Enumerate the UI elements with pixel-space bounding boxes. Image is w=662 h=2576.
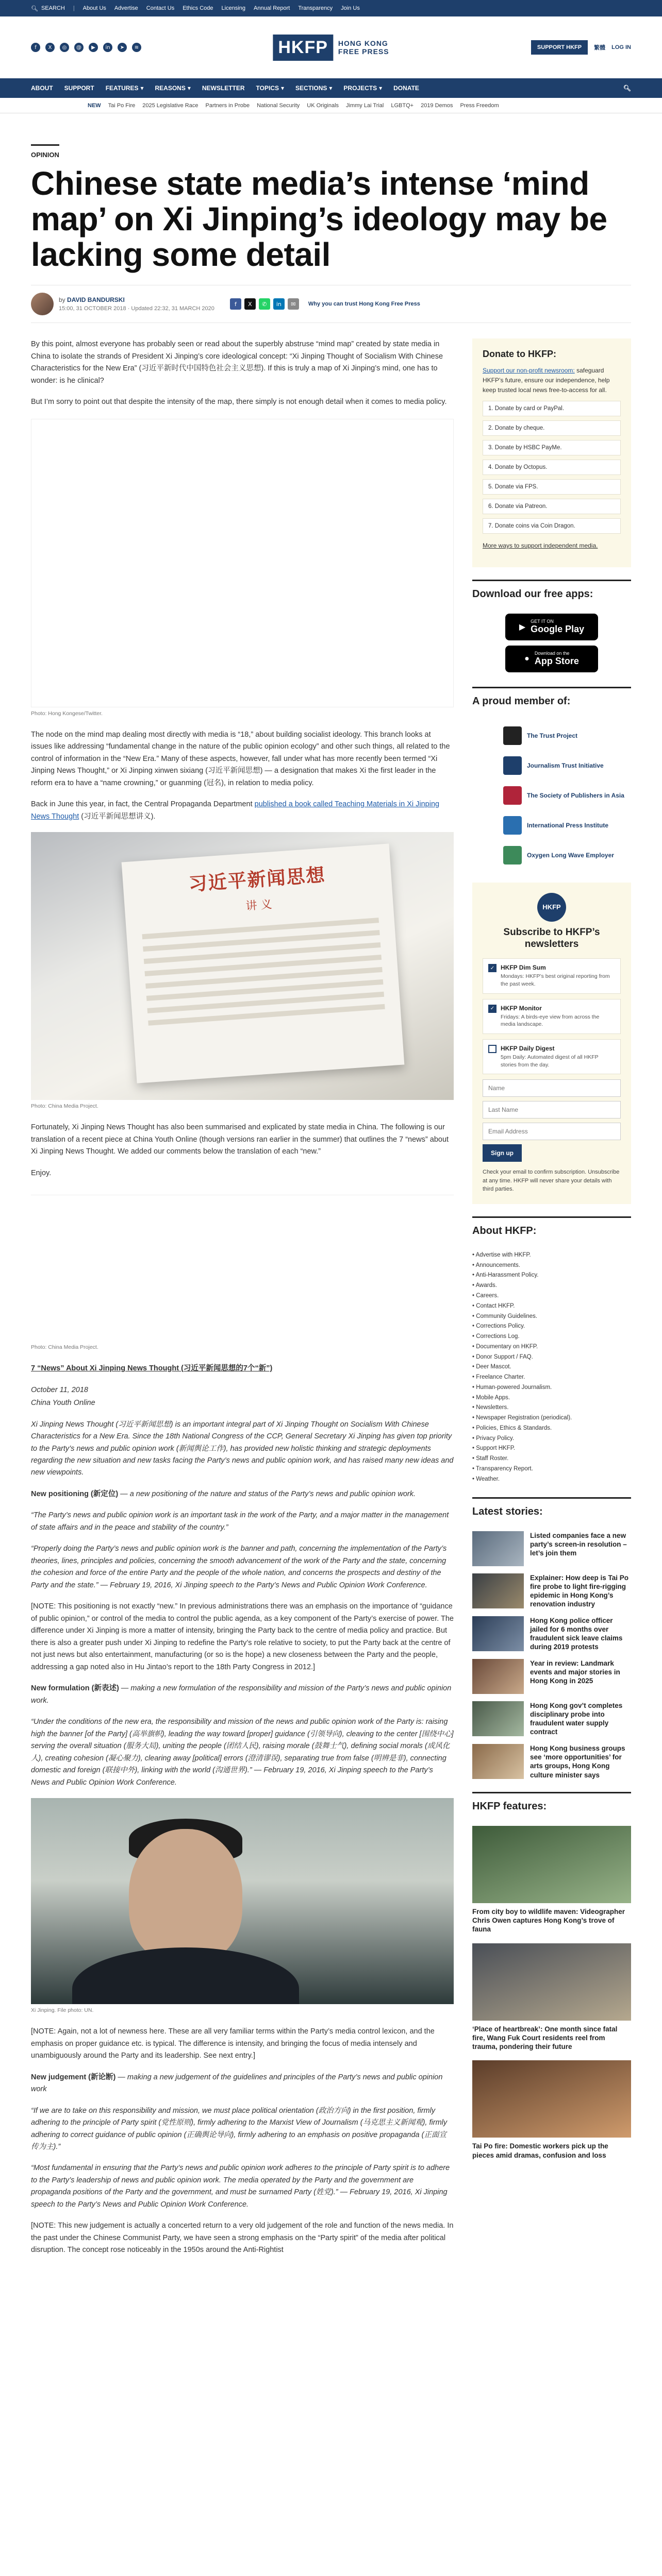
newsletter-title: Subscribe to HKFP’s newsletters bbox=[503, 926, 600, 950]
nav-projects[interactable]: PROJECTS ▾ bbox=[343, 84, 383, 92]
linkedin-icon[interactable]: in bbox=[103, 43, 112, 52]
sopa-icon bbox=[503, 786, 522, 805]
book-lines bbox=[142, 918, 385, 1026]
app-store-button[interactable]: ● Download on the App Store bbox=[505, 646, 598, 672]
xi-photo bbox=[31, 1798, 454, 2004]
linkedin-share-icon[interactable]: in bbox=[273, 298, 285, 310]
donate-option[interactable]: 5. Donate via FPS. bbox=[483, 479, 621, 495]
checkbox-unchecked-icon[interactable] bbox=[488, 1045, 496, 1053]
paragraph: Enjoy. bbox=[31, 1168, 52, 1177]
story-thumbnail bbox=[472, 1744, 524, 1779]
article-title: Chinese state media’s intense ‘mind map’ on Xi Jinping’s ideology may be lacking some detail bbox=[31, 165, 607, 274]
paragraph: But I’m sorry to point out that despite the intensity of the map, there simply is not enough detail when it comes to media policy. bbox=[31, 398, 447, 406]
quote: “If we are to take on this responsibility and mission, we must place political orientation (政治方向) in the first position, firmly adhering to the principle of Party spirit (党性原则), firmly adhering to the Marxist View of Journalism (马克思主义新闻观), firmly adhering to correct guidance of public opinion (正确舆论导向), firmly adhering to an emphasis on positive propaganda (正面宣传为主).” bbox=[31, 2106, 448, 2151]
mind-map-image bbox=[31, 419, 454, 707]
latest-story[interactable]: Explainer: How deep is Tai Po fire probe to light fire-rigging epidemic in Hong Kong’s renovation industry bbox=[472, 1573, 631, 1609]
trust-project-icon bbox=[503, 726, 522, 745]
member-logo[interactable]: The Trust Project bbox=[472, 721, 631, 751]
trending-item[interactable]: National Security bbox=[257, 102, 300, 109]
newsletter-note: Check your email to confirm subscription. Unsubscribe at any time. HKFP will never share your details with third parties. bbox=[483, 1169, 620, 1193]
topbar-link-contact[interactable]: Contact Us bbox=[146, 5, 175, 11]
section-heading: New formulation (新表述) — making a new formulation of the responsibility and mission of the Party’s news and public opinion work. bbox=[31, 1684, 452, 1705]
more-ways-link[interactable]: More ways to support independent media. bbox=[483, 542, 598, 550]
about-title: About HKFP: bbox=[472, 1216, 631, 1244]
about-link[interactable]: • Community Guidelines. bbox=[472, 1312, 631, 1322]
latest-story[interactable]: Hong Kong gov’t completes disciplinary probe into fraudulent water supply contract bbox=[472, 1701, 631, 1737]
book-cover bbox=[122, 844, 405, 1083]
image-caption: Photo: China Media Project. bbox=[31, 1344, 98, 1351]
chevron-down-icon: ▾ bbox=[281, 84, 285, 92]
about-link[interactable]: • Careers. bbox=[472, 1291, 631, 1301]
latest-title: Latest stories: bbox=[472, 1497, 631, 1525]
email-share-icon[interactable]: ✉ bbox=[288, 298, 299, 310]
about-link[interactable]: • Awards. bbox=[472, 1281, 631, 1291]
login-link[interactable]: LOG IN bbox=[611, 44, 631, 50]
trending-item[interactable]: Jimmy Lai Trial bbox=[346, 102, 384, 109]
book-link[interactable]: published a book called Teaching Materials in Xi Jinping News Thought bbox=[31, 800, 440, 821]
x-icon[interactable]: X bbox=[45, 43, 55, 52]
about-link[interactable]: • Newsletters. bbox=[472, 1403, 631, 1413]
book-photo bbox=[31, 832, 454, 1100]
image-caption: Xi Jinping. File photo: UN. bbox=[31, 2007, 94, 2014]
quote: “Properly doing the Party’s news and public opinion work is the banner and path, concerning the implementation of the Party’s theories, lines, principles and policies, concerning the smooth advancement of the work of the Party and the state, concerning the cohesion and force of the entire Party and the people of the whole nation, and concerns the prospects and destiny of the Party and the state.” — February 19, 2016, Xi Jinping speech to the Party’s News and Public Opinion Work Conference. bbox=[31, 1545, 447, 1589]
nav-about[interactable]: ABOUT bbox=[31, 84, 53, 92]
paragraph: By this point, almost everyone has probably seen or read about the superbly abstruse “mind map” created by state media in China to isolate the strands of President Xi Jinping’s core ideological concept: “Xi Jinping Thought of Socialism With Chinese Characteristics for the New Era” (习近平新时代中国特色社会主义思想). If this is truly a map of Xi Jinping’s mind, one has to wonder: is he clinical? bbox=[31, 340, 443, 385]
feature-story[interactable]: ‘Place of heartbreak’: One month since fatal fire, Wang Fuk Court residents reel from trauma, pondering their future bbox=[472, 1943, 631, 2052]
x-share-icon[interactable]: X bbox=[244, 298, 256, 310]
logo-mark: HKFP bbox=[273, 35, 333, 61]
brand-header bbox=[0, 16, 662, 78]
header-tools bbox=[531, 40, 631, 55]
about-link[interactable]: • Advertise with HKFP. bbox=[472, 1250, 631, 1261]
members-title: A proud member of: bbox=[472, 687, 631, 715]
facebook-icon[interactable]: f bbox=[31, 43, 40, 52]
donate-option[interactable]: 1. Donate by card or PayPal. bbox=[483, 401, 621, 416]
donate-link[interactable]: Support our non-profit newsroom: bbox=[483, 367, 575, 375]
donate-option[interactable]: 3. Donate by HSBC PayMe. bbox=[483, 440, 621, 455]
trending-item[interactable]: 2019 Demos bbox=[421, 102, 453, 109]
chevron-down-icon: ▾ bbox=[329, 84, 333, 92]
section-heading: New judgement (新论断) — making a new judgement of the guidelines and principles of the Party’s news and public opinion work bbox=[31, 2073, 443, 2094]
member-logo[interactable]: The Society of Publishers in Asia bbox=[472, 781, 631, 810]
google-play-icon: ▶ bbox=[519, 622, 526, 632]
support-hkfp-button[interactable]: SUPPORT HKFP bbox=[531, 40, 588, 55]
book-subtitle: 讲 义 bbox=[245, 898, 273, 913]
about-link[interactable]: • Human-powered Journalism. bbox=[472, 1383, 631, 1393]
latest-story[interactable]: Listed companies face a new party’s screen-in resolution – let’s join them bbox=[472, 1531, 631, 1566]
chevron-down-icon: ▾ bbox=[187, 84, 191, 92]
quote: “The Party’s news and public opinion work is an important task in the work of the Party, and a major matter in the management of state affairs and in the peace and stability of the country.” bbox=[31, 1511, 449, 1532]
story-thumbnail bbox=[472, 1616, 524, 1651]
member-logo[interactable]: Oxygen Long Wave Employer bbox=[472, 840, 631, 870]
article-dates: 15:00, 31 OCTOBER 2018 · Updated 22:32, 31 MARCH 2020 bbox=[59, 306, 214, 312]
trust-link[interactable]: Why you can trust Hong Kong Free Press bbox=[308, 301, 420, 308]
about-link[interactable]: • Deer Mascot. bbox=[472, 1362, 631, 1372]
author-link[interactable]: DAVID BANDURSKI bbox=[67, 296, 125, 304]
trending-item[interactable]: LGBTQ+ bbox=[391, 102, 414, 109]
share-buttons bbox=[230, 298, 299, 310]
trending-item[interactable]: Press Freedom bbox=[460, 102, 499, 109]
about-link[interactable]: • Announcements. bbox=[472, 1261, 631, 1271]
about-link[interactable]: • Privacy Policy. bbox=[472, 1434, 631, 1444]
google-play-button[interactable]: ▶ GET IT ON Google Play bbox=[505, 614, 598, 640]
quote: “Under the conditions of the new era, the responsibility and mission of the news and public opinion work of the Party is: raising high the banner [of the Party] (高举旗帜), leading the way toward [proper] guidance (引领导向), cleaving to the center [围绕中心] serving the overall situation (服务大局), uniting the people (团结人民), raising morale (鼓舞士气), defining social morals (成风化人), creating cohesion (凝心聚力), clearing away [political] errors (澄清谬误), separating true from false (明辨是非), connecting domestic and foreign (联接中外), linking with the world (沟通世界).” — February 19, 2016, Xi Jinping speech to the Party’s News and Public Opinion Work Conference. bbox=[31, 1718, 454, 1787]
about-link[interactable]: • Freelance Charter. bbox=[472, 1372, 631, 1383]
paragraph: Xi Jinping News Thought (习近平新闻思想) is an important integral part of Xi Jinping Thought on Socialism With Chinese Characteristics for a New Era. Since the 18th National Congress of the CCP, General Secretary Xi Jinping has given top priority to the Party’s news and public opinion work (新闻舆论工作), has provided new holistic thinking and strategic deployments regarding the new situation and new tasks facing the Party’s news and public opinion work, and has raised many new ideas and new viewpoints. bbox=[31, 1420, 454, 1477]
logo-words: HONG KONG FREE PRESS bbox=[338, 39, 389, 56]
top-utility-bar bbox=[0, 0, 662, 16]
quote: “Most fundamental in ensuring that the Party’s news and public opinion work adheres to the principle of Party spirit is to adhere to the Party’s leadership of news and public opinion work. The media operated by the Party and the government are propaganda positions of the Party and the government, and must be surnamed Party (姓党).” — February 19, 2016, Xi Jinping speech to the Party’s News and Public Opinion Work Conference. bbox=[31, 2164, 450, 2209]
book-title: 习近平新闻思想 bbox=[188, 864, 326, 895]
topbar-link-licensing[interactable]: Licensing bbox=[221, 5, 245, 11]
story-thumbnail bbox=[472, 1659, 524, 1694]
search-icon: 🔍︎ bbox=[31, 5, 38, 12]
newsletter-option[interactable]: HKFP Daily Digest 5pm Daily: Automated digest of all HKFP stories from the day. bbox=[483, 1039, 621, 1074]
ad-space bbox=[31, 1195, 454, 1329]
about-link[interactable]: • Weather. bbox=[472, 1475, 631, 1485]
editor-note: [NOTE: This positioning is not exactly “new.” In previous administrations there was an emphasis on the importance of “guidance of public opinion,” or control of the media to control the public agenda, as a key component of the Party’s exercise of power. The difference under Xi Jinping is more a matter of intensity, bringing the Party back to the centre of media policy and practice. But there is also a greater push under Xi Jinping to redefine the Party’s role relative to society, to put the Party back at the centre of not just news but also entertainment, manufacturing (or so is the hope) a new closeness between the Party and the people, addressing a gap noted also in Hu Jintao’s report to the 18th Party Congress in 2012.] bbox=[31, 1602, 454, 1671]
topbar-link-join[interactable]: Join Us bbox=[341, 5, 360, 11]
donate-option[interactable]: 6. Donate via Patreon. bbox=[483, 499, 621, 514]
about-link[interactable]: • Policies, Ethics & Standards. bbox=[472, 1423, 631, 1434]
about-link[interactable]: • Documentary on HKFP. bbox=[472, 1342, 631, 1352]
threads-icon[interactable]: @ bbox=[74, 43, 84, 52]
author-avatar bbox=[31, 293, 54, 315]
about-link[interactable]: • Mobile Apps. bbox=[472, 1393, 631, 1403]
topbar-link-advertise[interactable]: Advertise bbox=[114, 5, 138, 11]
signup-button[interactable]: Sign up bbox=[483, 1144, 522, 1162]
about-link[interactable]: • Donor Support / FAQ. bbox=[472, 1352, 631, 1363]
story-thumbnail bbox=[472, 1531, 524, 1566]
language-switch[interactable]: 繁體 bbox=[594, 45, 606, 51]
latest-story[interactable]: Hong Kong business groups see ‘more opportunities’ for arts groups, Hong Kong culture minister says bbox=[472, 1744, 631, 1780]
newsletter-box bbox=[472, 883, 631, 1204]
checkbox-checked-icon[interactable]: ✓ bbox=[488, 1005, 496, 1013]
about-link[interactable]: • Corrections Log. bbox=[472, 1332, 631, 1342]
nav-features[interactable]: FEATURES ▾ bbox=[105, 84, 144, 92]
member-logo[interactable]: Journalism Trust Initiative bbox=[472, 751, 631, 781]
nav-newsletter[interactable]: NEWSLETTER bbox=[202, 84, 245, 92]
apple-icon: ● bbox=[524, 654, 529, 663]
paragraph: Fortunately, Xi Jinping News Thought has also been summarised and explicated by state media in China. The following is our translation of a recent piece at China Youth Online (though versions ran earlier in the summer) that outlines the 7 “news” about Xi Jinping News Thought. We added our comments below the translation of each “new.” bbox=[31, 1123, 449, 1156]
editor-note: [NOTE: Again, not a lot of newness here. These are all very familiar terms within the Party’s media control lexicon, and the emphasis on proper guidance etc. is typical. The difference is intensity, and bringing the focus of media intensely and unambiguously around the Party and its leadership. See next entry.] bbox=[31, 2027, 435, 2060]
donate-option[interactable]: 4. Donate by Octopus. bbox=[483, 460, 621, 475]
topbar-link-annual-report[interactable]: Annual Report bbox=[254, 5, 290, 11]
feature-image bbox=[472, 1826, 631, 1903]
trending-item[interactable]: Partners in Probe bbox=[205, 102, 250, 109]
youtube-icon[interactable]: ▶ bbox=[89, 43, 98, 52]
chevron-down-icon: ▾ bbox=[379, 84, 383, 92]
instagram-icon[interactable]: ◎ bbox=[60, 43, 69, 52]
page-content bbox=[31, 144, 631, 2266]
section-date: October 11, 2018 bbox=[31, 1385, 88, 1394]
mind-map-graphic bbox=[31, 419, 453, 707]
topbar-link-transparency[interactable]: Transparency bbox=[298, 5, 333, 11]
search-icon[interactable]: 🔍︎ bbox=[623, 84, 631, 92]
paragraph: Back in June this year, in fact, the Central Propaganda Department published a book called Teaching Materials in Xi Jinping News Thought (习近平新闻思想讲义). bbox=[31, 800, 440, 821]
apps-title: Download our free apps: bbox=[472, 580, 631, 607]
story-thumbnail bbox=[472, 1573, 524, 1608]
donate-option[interactable]: 7. Donate coins via Coin Dragon. bbox=[483, 518, 621, 534]
section-source: China Youth Online bbox=[31, 1399, 95, 1408]
byline: by DAVID BANDURSKI 15:00, 31 OCTOBER 2018 · Updated 22:32, 31 MARCH 2020 bbox=[59, 296, 214, 312]
telegram-icon[interactable]: ➤ bbox=[118, 43, 127, 52]
topbar-link-about[interactable]: About Us bbox=[82, 5, 106, 11]
trending-item[interactable]: UK Originals bbox=[307, 102, 339, 109]
donate-option[interactable]: 2. Donate by cheque. bbox=[483, 420, 621, 436]
trending-bar bbox=[0, 98, 662, 113]
facebook-share-icon[interactable]: f bbox=[230, 298, 241, 310]
employer-icon bbox=[503, 846, 522, 865]
main-nav bbox=[0, 78, 662, 98]
hkfp-badge: HKFP bbox=[537, 893, 566, 922]
last-name-field[interactable] bbox=[483, 1101, 621, 1118]
member-logo[interactable]: International Press Institute bbox=[472, 810, 631, 840]
latest-story[interactable]: Year in review: Landmark events and major stories in Hong Kong in 2025 bbox=[472, 1659, 631, 1694]
chevron-down-icon: ▾ bbox=[140, 84, 144, 92]
article-category[interactable]: OPINION bbox=[31, 144, 59, 159]
trending-new-label: NEW bbox=[88, 102, 101, 109]
about-link[interactable]: • Corrections Policy. bbox=[472, 1321, 631, 1332]
about-list bbox=[472, 1250, 631, 1485]
paragraph: The node on the mind map dealing most directly with media is “18,” about building socialist ideology. This branch looks at issues like addressing “fundamental change in the nature of the public opinion ecology” and other such things, all related to the control of information in the “New Era.” Many of these aspects, however, fall under what has more recently been termed “Xi Jinping News Thought,” or Xi Jinping xinwen sixiang (习近平新闻思想) — a designation that makes Xi the first leader in the reform era to have a “name crowning,” or guanming (冠名), in relation to media policy. bbox=[31, 730, 450, 787]
about-link[interactable]: • Contact HKFP. bbox=[472, 1301, 631, 1312]
article-body bbox=[31, 338, 454, 2266]
nav-donate[interactable]: DONATE bbox=[393, 84, 419, 92]
about-link[interactable]: • Staff Roster. bbox=[472, 1454, 631, 1464]
about-link[interactable]: • Transparency Report. bbox=[472, 1464, 631, 1475]
trending-item[interactable]: Tai Po Fire bbox=[108, 102, 136, 109]
divider: | bbox=[73, 5, 75, 11]
donate-title: Donate to HKFP: bbox=[483, 349, 556, 360]
section-heading: New positioning (新定位) — a new positioning of the nature and status of the Party’s news and public opinion work. bbox=[31, 1489, 416, 1498]
nav-reasons[interactable]: REASONS ▾ bbox=[155, 84, 191, 92]
checkbox-checked-icon[interactable]: ✓ bbox=[488, 964, 496, 972]
ipi-icon bbox=[503, 816, 522, 835]
site-logo[interactable] bbox=[273, 35, 389, 61]
sidebar bbox=[472, 338, 631, 2266]
nav-support[interactable]: SUPPORT bbox=[64, 84, 94, 92]
first-name-field[interactable] bbox=[483, 1079, 621, 1097]
topbar-link-ethics[interactable]: Ethics Code bbox=[183, 5, 213, 11]
rss-icon[interactable]: ≋ bbox=[132, 43, 141, 52]
search-link[interactable]: 🔍︎ SEARCH bbox=[31, 5, 65, 12]
about-link[interactable]: • Support HKFP. bbox=[472, 1444, 631, 1454]
feature-story[interactable]: Tai Po fire: Domestic workers pick up the pieces amid dramas, confusion and loss bbox=[472, 2060, 631, 2160]
donate-box: Donate to HKFP: Support our non-profit newsroom: safeguard HKFP’s future, ensure our independence, help keep trusted local news free-to-access for all. 1. Donate by card or PayPal. 2. Donate by cheque. 3. Donate by HSBC PayMe. 4. Donate by Octopus. 5. Donate via FPS. 6. Donate via Patreon. 7. Donate coins via Coin Dragon. More ways to support independent media. bbox=[472, 338, 631, 567]
newsletter-option[interactable]: ✓ HKFP Dim Sum Mondays: HKFP’s best original reporting from the past week. bbox=[483, 958, 621, 993]
feature-image bbox=[472, 2060, 631, 2138]
main-layout bbox=[31, 338, 631, 2266]
feature-story[interactable]: From city boy to wildlife maven: Videographer Chris Owen captures Hong Kong’s trove of fauna bbox=[472, 1826, 631, 1934]
about-link[interactable]: • Newspaper Registration (periodical). bbox=[472, 1413, 631, 1423]
whatsapp-share-icon[interactable]: ✆ bbox=[259, 298, 270, 310]
image-caption: Photo: Hong Kongese/Twitter. bbox=[31, 710, 103, 717]
editor-note: [NOTE: This new judgement is actually a concerted return to a very old judgement of the role and function of the news media. In the past under the Chinese Communist Party, we have seen a strong emphasis on the “Party spirit” of the media after political disruption. The concept rose noticeably in the 1950s around the Anti-Rightist bbox=[31, 2222, 454, 2255]
nav-topics[interactable]: TOPICS ▾ bbox=[256, 84, 285, 92]
trending-item[interactable]: 2025 Legislative Race bbox=[142, 102, 198, 109]
email-field[interactable] bbox=[483, 1123, 621, 1140]
article-meta bbox=[31, 285, 631, 323]
newsletter-option[interactable]: ✓ HKFP Monitor Fridays: A birds-eye view from across the media landscape. bbox=[483, 999, 621, 1034]
social-links bbox=[31, 43, 141, 52]
nav-sections[interactable]: SECTIONS ▾ bbox=[295, 84, 333, 92]
about-link[interactable]: • Anti-Harassment Policy. bbox=[472, 1270, 631, 1281]
jti-icon bbox=[503, 756, 522, 775]
story-thumbnail bbox=[472, 1701, 524, 1736]
feature-image bbox=[472, 1943, 631, 2021]
latest-story[interactable]: Hong Kong police officer jailed for 6 months over fraudulent sick leave claims during 2019 protests bbox=[472, 1616, 631, 1652]
features-title: HKFP features: bbox=[472, 1792, 631, 1820]
image-caption: Photo: China Media Project. bbox=[31, 1103, 98, 1110]
section-source-link[interactable]: 7 “News” About Xi Jinping News Thought (习近平新闻思想的7个“新”) bbox=[31, 1364, 273, 1373]
